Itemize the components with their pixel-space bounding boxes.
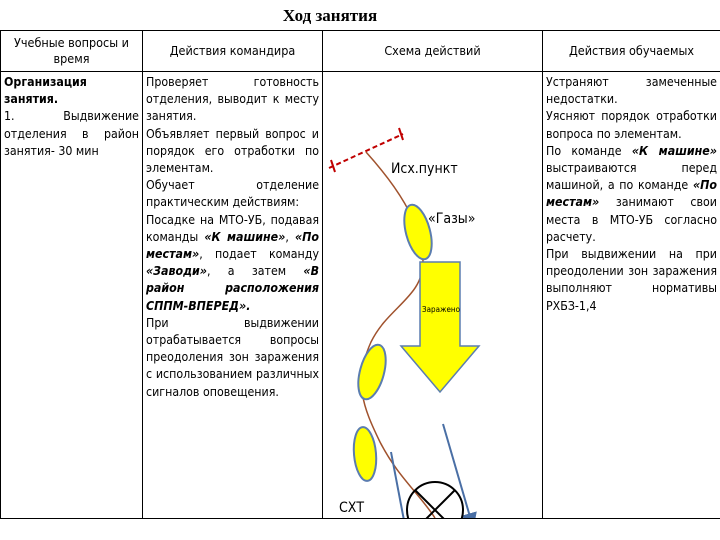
trainees-p3b: выстраиваются перед машиной, а по команде <box>546 161 717 193</box>
trainees-p3c: занимают свои места в МТО-УБ согласно расчету. <box>546 195 717 244</box>
col-header-commander: Действия командира <box>143 31 323 72</box>
content-row <box>1 72 720 519</box>
question-item: 1. Выдвижение отделения в район занятия- 30 мин <box>4 109 139 158</box>
scheme-cell <box>323 72 543 519</box>
col-header-questions: Учебные вопросы и время <box>1 31 143 72</box>
command-k-mashine: «К машине» <box>204 229 286 244</box>
trainees-command-k-mashine: «К машине» <box>631 143 717 158</box>
scheme-diagram <box>323 72 543 518</box>
trainees-cell <box>543 72 720 519</box>
end-point-label: СХТ <box>339 500 365 516</box>
section-heading: Организация занятия. <box>4 75 87 107</box>
gas-label: «Газы» <box>428 211 476 227</box>
commander-p3a: Обучает отделение практическим действиям: <box>146 178 319 210</box>
trainees-p3a: По команде <box>546 143 622 158</box>
command-separator: , <box>285 229 289 244</box>
zone-label: Заражено <box>421 305 461 314</box>
trainees-p3 <box>546 143 717 246</box>
trainees-p2: Уясняют порядок отработки вопроса по элементам. <box>546 109 717 141</box>
start-point-label: Исх.пункт <box>391 161 458 177</box>
commander-p2: Объявляет первый вопрос и порядок его отработки по элементам. <box>146 126 319 176</box>
col-header-trainees: Действия обучаемых <box>543 31 720 72</box>
col-header-scheme: Схема действий <box>323 31 543 72</box>
contamination-zone-circle <box>407 482 463 518</box>
lesson-table <box>0 30 720 519</box>
command-po-mestam: «По местам» <box>146 229 320 262</box>
trainees-p4: При выдвижении на при преодолении зон заражения выполняют нормативы РХБЗ-1,4 <box>546 247 717 313</box>
commander-p3b: Посадке на МТО-УБ, подавая команды <box>146 212 319 244</box>
questions-cell <box>1 72 143 519</box>
command-vpered: «В район расположения СППМ-ВПЕРЕД». <box>146 264 320 313</box>
page-title: Ход занятия <box>282 6 378 25</box>
commander-p1: Проверяет готовность отделения, выводит к месту занятия. <box>146 75 319 124</box>
commander-cell <box>143 72 323 519</box>
contamination-arrow <box>401 262 479 392</box>
command-zavodi: «Заводи» <box>146 264 207 279</box>
action-scheme <box>323 72 542 518</box>
header-row <box>1 31 720 72</box>
trainees-p1: Устраняют замеченные недостатки. <box>546 75 717 107</box>
vehicle-2 <box>353 342 391 402</box>
commander-p4: При выдвижении отрабатывается вопросы преодоления зон заражения с использованием различных сигналов оповещения. <box>146 315 319 399</box>
commander-p3 <box>146 212 319 315</box>
commander-p3d: , а затем <box>207 264 287 279</box>
commander-p3c: , подает команду <box>199 247 319 262</box>
vehicle-3 <box>352 426 379 482</box>
trainees-command-po-mestam: «По местам» <box>546 178 717 210</box>
side-arrow-right <box>443 424 473 518</box>
